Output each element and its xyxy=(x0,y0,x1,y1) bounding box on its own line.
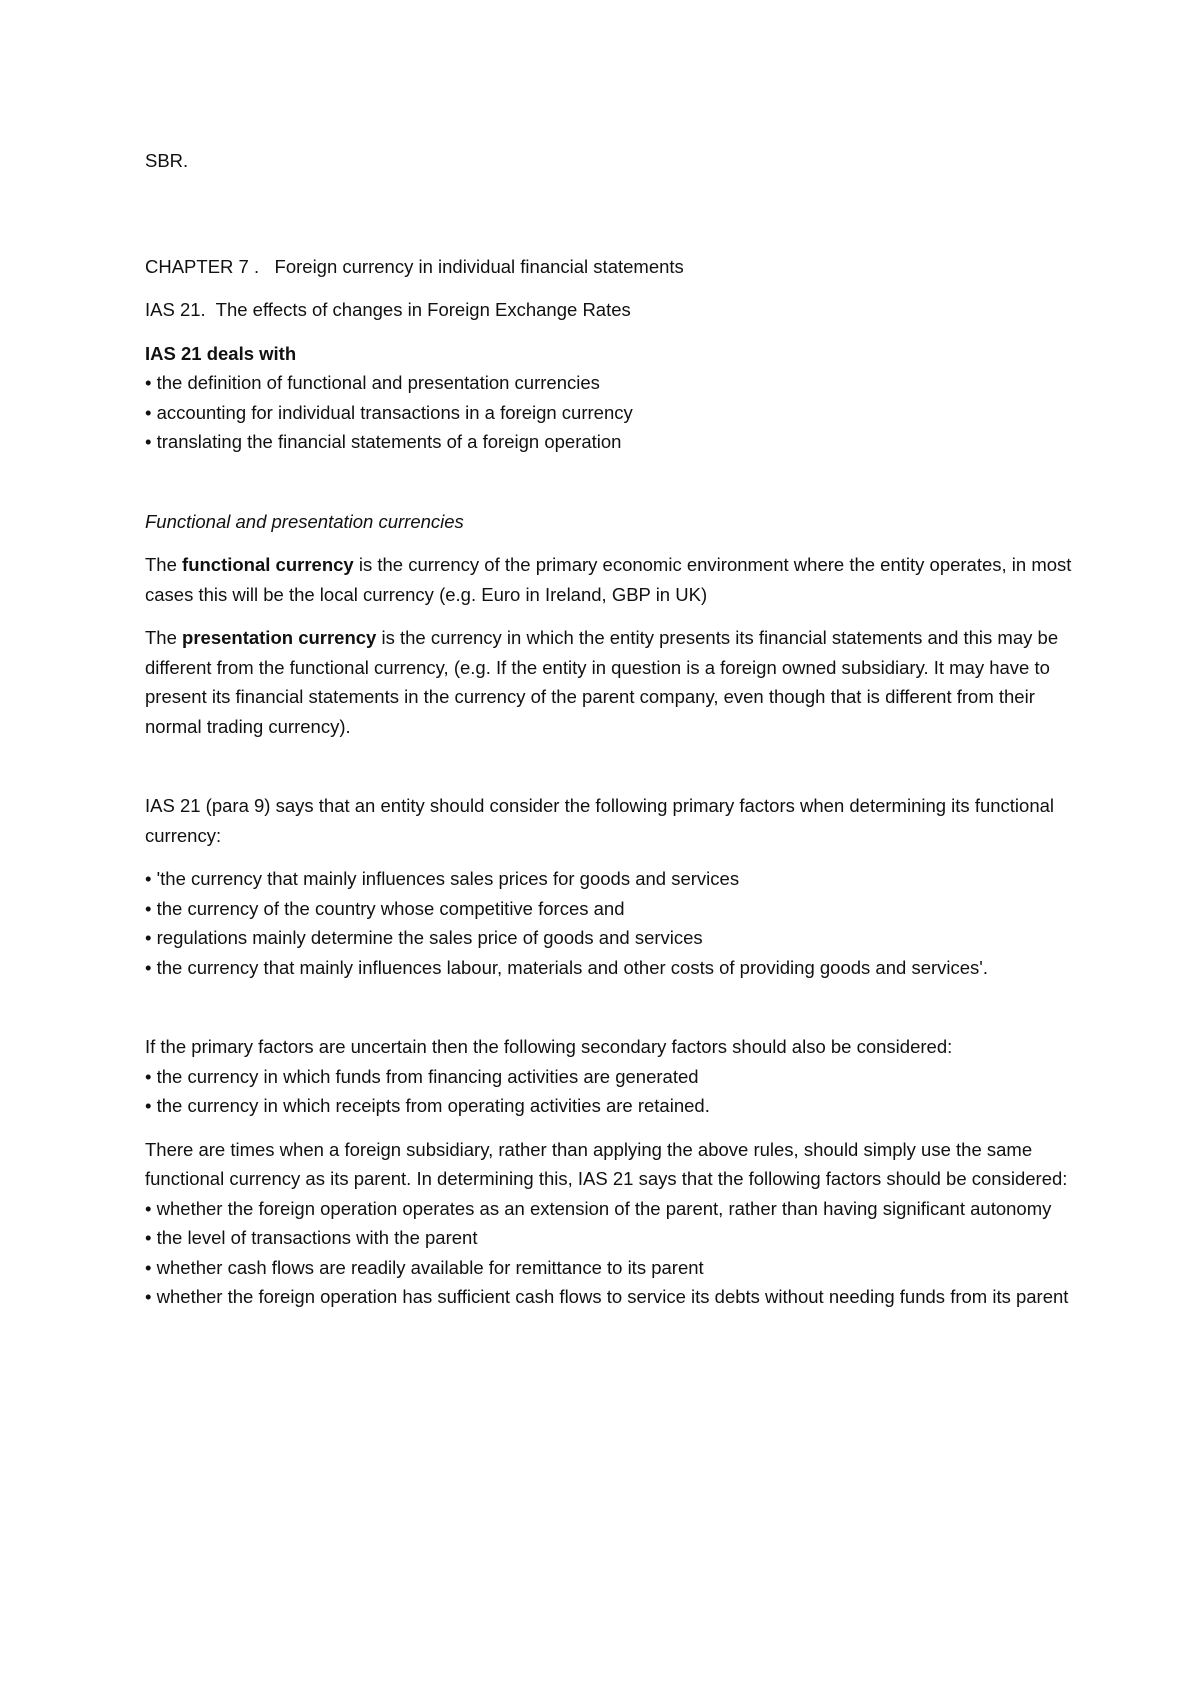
list-item: • 'the currency that mainly influences sales prices for goods and services xyxy=(145,868,740,889)
chapter-prefix: CHAPTER 7 . xyxy=(145,255,260,277)
header-label: SBR. xyxy=(145,150,189,171)
chapter-heading xyxy=(145,252,1075,282)
bullet-icon: • xyxy=(145,956,152,978)
presentation-currency-term: presentation currency xyxy=(182,627,377,648)
bullet-icon: • xyxy=(145,431,152,452)
standard-code: IAS 21. xyxy=(145,299,206,320)
standard-title: The effects of changes in Foreign Exchange Rates xyxy=(215,299,631,320)
list-item: • the currency in which funds from financing activities are generated xyxy=(145,1065,699,1087)
bullet-icon: • xyxy=(145,1286,152,1307)
bullet-icon: • xyxy=(145,1197,152,1219)
list-item: • whether the foreign operation operates as an extension of the parent, rather than having significant autonomy xyxy=(145,1197,1052,1219)
bullet-icon: • xyxy=(145,1256,152,1278)
bullet-icon: • xyxy=(145,401,152,423)
list-item: • the currency of the country whose competitive forces and xyxy=(145,897,625,919)
list-item: • whether the foreign operation has sufficient cash flows to service its debts without needing funds from its parent xyxy=(145,1286,1069,1307)
list-item: • the level of transactions with the parent xyxy=(145,1227,478,1248)
bullet-icon: • xyxy=(145,1227,152,1248)
chapter-title: Foreign currency in individual financial statements xyxy=(274,255,684,277)
bullet-icon: • xyxy=(145,897,152,919)
functional-currency-term: functional currency xyxy=(182,554,354,575)
list-item: • regulations mainly determine the sales price of goods and services xyxy=(145,927,703,948)
list-item: • whether cash flows are readily available for remittance to its parent xyxy=(145,1256,704,1278)
secondary-factors-intro: If the primary factors are uncertain then the following secondary factors should also be considered: xyxy=(145,1036,953,1057)
bullet-icon: • xyxy=(145,372,152,393)
primary-factors-intro: IAS 21 (para 9) says that an entity should consider the following primary factors when determining its functional currency: xyxy=(145,795,1055,846)
list-item: • the currency in which receipts from operating activities are retained. xyxy=(145,1095,710,1116)
bullet-icon: • xyxy=(145,1095,152,1116)
currencies-heading: Functional and presentation currencies xyxy=(145,510,464,532)
bullet-icon: • xyxy=(145,1065,152,1087)
standard-heading xyxy=(145,295,1075,325)
bullet-icon: • xyxy=(145,868,152,889)
bullet-icon: • xyxy=(145,927,152,948)
presentation-currency-paragraph: The presentation currency is the currency in which the entity presents its financial statements and this may be different from the functional currency, (e.g. If the entity in question is a foreign owned subsidiary. It may have to present its financial statements in the currency of the parent company, even though that is different from their normal trading currency). xyxy=(145,627,1059,737)
primary-factors-list xyxy=(145,864,1075,982)
list-item: • translating the financial statements of a foreign operation xyxy=(145,431,622,452)
deals-with-heading: IAS 21 deals with xyxy=(145,342,297,364)
secondary-factors-list xyxy=(145,1062,1075,1121)
list-item: • the definition of functional and presentation currencies xyxy=(145,372,600,393)
parent-currency-intro: There are times when a foreign subsidiary, rather than applying the above rules, should simply use the same functional currency as its parent. In determining this, IAS 21 says that the following factors should be considered: xyxy=(145,1138,1068,1189)
deals-with-list xyxy=(145,368,1075,457)
document-body xyxy=(145,146,1075,1312)
functional-currency-paragraph: The functional currency is the currency of the primary economic environment where the entity operates, in most cases this will be the local currency (e.g. Euro in Ireland, GBP in UK) xyxy=(145,554,1072,605)
list-item: • accounting for individual transactions in a foreign currency xyxy=(145,401,633,423)
list-item: • the currency that mainly influences labour, materials and other costs of providing goods and services'. xyxy=(145,956,988,978)
parent-currency-list xyxy=(145,1194,1075,1312)
